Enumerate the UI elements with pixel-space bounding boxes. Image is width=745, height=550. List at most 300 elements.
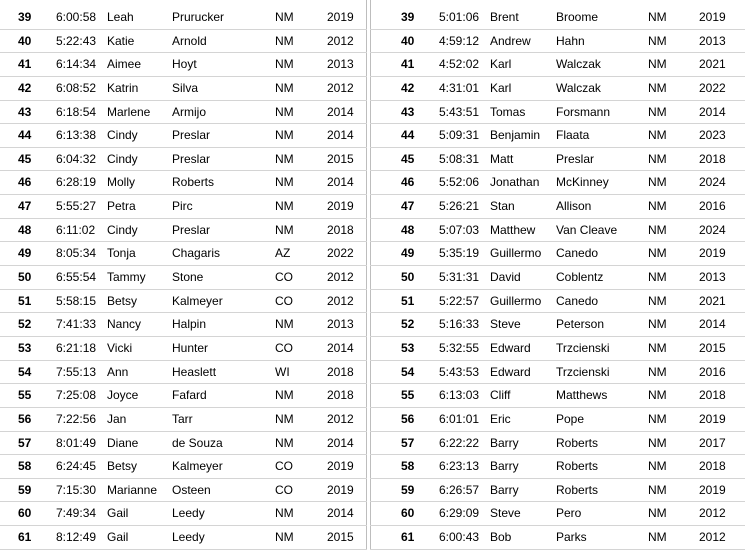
finish-time: 5:43:51 [439, 104, 480, 119]
finish-time: 6:11:02 [56, 222, 96, 237]
table-row [370, 502, 745, 526]
last-name: Roberts [172, 175, 215, 190]
rank-number: 57 [18, 435, 32, 450]
table-row [370, 479, 745, 503]
state-code: NM [275, 57, 294, 72]
finish-time: 7:25:08 [56, 388, 97, 403]
race-year: 2015 [327, 530, 354, 545]
last-name: Preslar [172, 128, 211, 143]
first-name: Gail [107, 506, 129, 521]
state-code: NM [648, 246, 667, 261]
race-year: 2014 [327, 128, 354, 143]
last-name: Roberts [556, 435, 599, 450]
table-row [0, 432, 367, 456]
first-name: Tomas [490, 104, 526, 119]
finish-time: 5:22:57 [439, 293, 480, 308]
first-name: Karl [490, 80, 512, 95]
race-year: 2012 [699, 530, 726, 545]
rank-number: 42 [401, 80, 415, 95]
race-year: 2019 [327, 10, 354, 24]
race-year: 2019 [327, 459, 354, 474]
last-name: Osteen [172, 482, 211, 497]
last-name: Flaata [556, 128, 590, 143]
finish-time: 6:28:19 [56, 175, 97, 190]
race-year: 2014 [327, 104, 354, 119]
rank-number: 57 [401, 435, 415, 450]
rank-number: 53 [18, 340, 32, 355]
table-row [0, 124, 367, 148]
rank-number: 47 [401, 199, 415, 214]
table-row [370, 101, 745, 125]
state-code: AZ [275, 246, 291, 261]
first-name: Molly [107, 175, 136, 190]
rank-number: 44 [18, 128, 32, 143]
finish-time: 5:16:33 [439, 317, 480, 332]
table-row [0, 148, 367, 172]
table-row [0, 526, 367, 550]
state-code: NM [648, 411, 667, 426]
rank-number: 44 [401, 128, 415, 143]
rank-number: 58 [18, 459, 32, 474]
table-row [0, 455, 367, 479]
last-name: Walczak [556, 80, 601, 95]
first-name: Ann [107, 364, 129, 379]
first-name: Vicki [107, 340, 133, 355]
race-year: 2024 [699, 175, 726, 190]
rank-number: 61 [18, 530, 32, 545]
last-name: Broome [556, 10, 599, 24]
rank-number: 60 [401, 506, 415, 521]
state-code: NM [275, 175, 294, 190]
last-name: Van Cleave [556, 222, 618, 237]
finish-time: 6:13:38 [56, 128, 97, 143]
finish-time: 5:55:27 [56, 199, 97, 214]
finish-time: 8:12:49 [56, 530, 97, 545]
state-code: NM [648, 459, 667, 474]
finish-time: 6:08:52 [56, 80, 97, 95]
table-row [0, 290, 367, 314]
last-name: Fafard [172, 388, 207, 403]
first-name: Edward [490, 364, 531, 379]
finish-time: 6:21:18 [56, 340, 97, 355]
state-code: NM [648, 175, 667, 190]
state-code: NM [648, 317, 667, 332]
state-code: NM [648, 199, 667, 214]
table-row [370, 77, 745, 101]
first-name: Cliff [490, 388, 511, 403]
first-name: Jan [107, 411, 127, 426]
first-name: Betsy [107, 293, 138, 308]
table-row [0, 101, 367, 125]
state-code: NM [275, 411, 294, 426]
first-name: Barry [490, 482, 519, 497]
last-name: Roberts [556, 482, 599, 497]
rank-number: 56 [18, 411, 32, 426]
race-year: 2014 [327, 506, 354, 521]
finish-time: 5:09:31 [439, 128, 480, 143]
rank-number: 43 [401, 104, 415, 119]
last-name: Kalmeyer [172, 459, 223, 474]
rank-number: 48 [18, 222, 32, 237]
finish-time: 5:26:21 [439, 199, 480, 214]
state-code: NM [648, 128, 667, 143]
race-year: 2015 [327, 151, 354, 166]
finish-time: 5:35:19 [439, 246, 480, 261]
first-name: Matthew [490, 222, 536, 237]
rank-number: 50 [401, 270, 415, 285]
finish-time: 6:00:43 [439, 530, 480, 545]
state-code: NM [648, 506, 667, 521]
first-name: Brent [490, 10, 519, 24]
last-name: Matthews [556, 388, 608, 403]
table-row [370, 6, 745, 30]
finish-time: 5:32:55 [439, 340, 480, 355]
state-code: NM [275, 435, 294, 450]
first-name: Gail [107, 530, 129, 545]
table-row [0, 6, 367, 30]
first-name: Barry [490, 459, 519, 474]
last-name: Stone [172, 270, 204, 285]
rank-number: 51 [18, 293, 32, 308]
table-row [0, 408, 367, 432]
first-name: Cindy [107, 128, 138, 143]
state-code: NM [648, 57, 667, 72]
last-name: Leedy [172, 506, 205, 521]
race-year: 2016 [699, 199, 726, 214]
race-year: 2012 [327, 293, 354, 308]
table-row [370, 455, 745, 479]
race-year: 2012 [327, 411, 354, 426]
race-year: 2013 [327, 317, 354, 332]
first-name: Cindy [107, 222, 138, 237]
table-row [370, 432, 745, 456]
last-name: Canedo [556, 246, 599, 261]
rank-number: 47 [18, 199, 32, 214]
race-year: 2018 [699, 388, 726, 403]
state-code: NM [648, 340, 667, 355]
last-name: Armijo [172, 104, 207, 119]
first-name: Edward [490, 340, 531, 355]
finish-time: 6:29:09 [439, 506, 480, 521]
last-name: Peterson [556, 317, 605, 332]
table-row [0, 242, 367, 266]
finish-time: 8:05:34 [56, 246, 97, 261]
race-year: 2014 [699, 317, 726, 332]
finish-time: 4:52:02 [439, 57, 480, 72]
last-name: Trzcienski [556, 340, 610, 355]
finish-time: 5:43:53 [439, 364, 480, 379]
first-name: Katie [107, 33, 135, 48]
finish-time: 6:24:45 [56, 459, 97, 474]
table-row [370, 195, 745, 219]
last-name: Canedo [556, 293, 599, 308]
race-year: 2015 [699, 340, 726, 355]
race-year: 2012 [699, 506, 726, 521]
rank-number: 59 [401, 482, 415, 497]
finish-time: 5:22:43 [56, 33, 97, 48]
table-row [370, 408, 745, 432]
race-year: 2018 [699, 459, 726, 474]
rank-number: 60 [18, 506, 32, 521]
rank-number: 41 [18, 57, 32, 72]
state-code: NM [275, 104, 294, 119]
last-name: Kalmeyer [172, 293, 223, 308]
last-name: Preslar [172, 151, 211, 166]
rank-number: 55 [18, 388, 32, 403]
first-name: Marianne [107, 482, 158, 497]
race-year: 2013 [327, 57, 354, 72]
table-row [0, 195, 367, 219]
first-name: Nancy [107, 317, 142, 332]
last-name: Tarr [172, 411, 193, 426]
race-year: 2021 [699, 57, 726, 72]
state-code: NM [275, 10, 294, 24]
race-year: 2014 [327, 435, 354, 450]
last-name: Silva [172, 80, 199, 95]
race-year: 2019 [699, 482, 726, 497]
state-code: CO [275, 293, 293, 308]
rank-number: 49 [401, 246, 415, 261]
state-code: NM [275, 388, 294, 403]
table-row [0, 77, 367, 101]
state-code: NM [648, 270, 667, 285]
rank-number: 41 [401, 57, 415, 72]
first-name: Andrew [490, 33, 531, 48]
state-code: NM [275, 317, 294, 332]
race-year: 2019 [699, 411, 726, 426]
first-name: Betsy [107, 459, 138, 474]
finish-time: 7:55:13 [56, 364, 97, 379]
finish-time: 6:01:01 [439, 411, 480, 426]
state-code: NM [275, 530, 294, 545]
table-row [370, 219, 745, 243]
rank-number: 52 [18, 317, 32, 332]
table-row [370, 124, 745, 148]
rank-number: 58 [401, 459, 415, 474]
rank-number: 39 [401, 10, 415, 24]
race-year: 2021 [699, 293, 726, 308]
last-name: Chagaris [172, 246, 221, 261]
race-year: 2019 [699, 10, 726, 24]
rank-number: 54 [401, 364, 415, 379]
first-name: Leah [107, 10, 134, 24]
finish-time: 5:01:06 [439, 10, 480, 24]
last-name: Pirc [172, 199, 193, 214]
rank-number: 46 [401, 175, 415, 190]
table-row [370, 384, 745, 408]
finish-time: 5:31:31 [439, 270, 480, 285]
first-name: Petra [107, 199, 136, 214]
last-name: Hahn [556, 33, 585, 48]
left-results-table [0, 6, 367, 550]
rank-number: 59 [18, 482, 32, 497]
finish-time: 6:13:03 [439, 388, 480, 403]
table-row [0, 361, 367, 385]
last-name: Preslar [172, 222, 211, 237]
state-code: NM [648, 435, 667, 450]
rank-number: 45 [401, 151, 415, 166]
table-row [370, 337, 745, 361]
table-row [0, 171, 367, 195]
state-code: NM [648, 80, 667, 95]
race-year: 2014 [699, 104, 726, 119]
race-year: 2014 [327, 340, 354, 355]
table-row [0, 313, 367, 337]
rank-number: 46 [18, 175, 32, 190]
rank-number: 50 [18, 270, 32, 285]
finish-time: 6:23:13 [439, 459, 480, 474]
last-name: Halpin [172, 317, 207, 332]
state-code: CO [275, 459, 293, 474]
finish-time: 6:55:54 [56, 270, 97, 285]
last-name: Preslar [556, 151, 595, 166]
last-name: Hoyt [172, 57, 197, 72]
last-name: Arnold [172, 33, 207, 48]
state-code: NM [275, 199, 294, 214]
finish-time: 6:14:34 [56, 57, 97, 72]
table-row [370, 242, 745, 266]
finish-time: 7:15:30 [56, 482, 97, 497]
last-name: McKinney [556, 175, 609, 190]
last-name: Roberts [556, 459, 599, 474]
first-name: Tonja [107, 246, 136, 261]
finish-time: 4:31:01 [439, 80, 480, 95]
first-name: Joyce [107, 388, 139, 403]
table-row [370, 266, 745, 290]
race-year: 2012 [327, 80, 354, 95]
rank-number: 55 [401, 388, 415, 403]
table-row [0, 337, 367, 361]
race-year: 2013 [699, 270, 726, 285]
race-year: 2013 [699, 33, 726, 48]
race-year: 2012 [327, 270, 354, 285]
rank-number: 52 [401, 317, 415, 332]
last-name: Walczak [556, 57, 601, 72]
race-year: 2022 [699, 80, 726, 95]
race-year: 2024 [699, 222, 726, 237]
rank-number: 43 [18, 104, 32, 119]
race-year: 2018 [699, 151, 726, 166]
state-code: CO [275, 482, 293, 497]
rank-number: 49 [18, 246, 32, 261]
last-name: Allison [556, 199, 592, 214]
state-code: NM [275, 128, 294, 143]
state-code: NM [648, 364, 667, 379]
finish-time: 5:58:15 [56, 293, 97, 308]
finish-time: 6:04:32 [56, 151, 97, 166]
state-code: NM [275, 33, 294, 48]
rank-number: 39 [18, 10, 32, 24]
first-name: Guillermo [490, 293, 542, 308]
state-code: NM [275, 506, 294, 521]
rank-number: 40 [401, 33, 415, 48]
last-name: Trzcienski [556, 364, 610, 379]
last-name: de Souza [172, 435, 223, 450]
state-code: NM [648, 33, 667, 48]
first-name: Katrin [107, 80, 139, 95]
table-row [0, 266, 367, 290]
state-code: NM [275, 80, 294, 95]
race-year: 2012 [327, 33, 354, 48]
first-name: Eric [490, 411, 511, 426]
finish-time: 5:52:06 [439, 175, 480, 190]
race-year: 2018 [327, 388, 354, 403]
finish-time: 5:08:31 [439, 151, 480, 166]
first-name: Barry [490, 435, 519, 450]
state-code: NM [648, 530, 667, 545]
finish-time: 5:07:03 [439, 222, 480, 237]
last-name: Parks [556, 530, 587, 545]
state-code: NM [648, 388, 667, 403]
last-name: Leedy [172, 530, 205, 545]
rank-number: 54 [18, 364, 32, 379]
table-row [370, 526, 745, 550]
race-year: 2019 [327, 199, 354, 214]
state-code: WI [275, 364, 290, 379]
rank-number: 42 [18, 80, 32, 95]
rank-number: 48 [401, 222, 415, 237]
first-name: Steve [490, 506, 521, 521]
finish-time: 6:18:54 [56, 104, 97, 119]
first-name: Jonathan [490, 175, 540, 190]
table-row [0, 30, 367, 54]
race-year: 2018 [327, 364, 354, 379]
rank-number: 40 [18, 33, 32, 48]
first-name: Marlene [107, 104, 151, 119]
finish-time: 6:22:22 [439, 435, 480, 450]
state-code: NM [648, 10, 667, 24]
state-code: NM [648, 151, 667, 166]
first-name: Cindy [107, 151, 138, 166]
state-code: NM [648, 482, 667, 497]
last-name: Prurucker [172, 10, 225, 24]
table-row [0, 384, 367, 408]
last-name: Hunter [172, 340, 209, 355]
last-name: Pero [556, 506, 582, 521]
table-row [370, 171, 745, 195]
table-row [370, 53, 745, 77]
finish-time: 7:22:56 [56, 411, 97, 426]
table-row [0, 53, 367, 77]
finish-time: 4:59:12 [439, 33, 480, 48]
table-row [370, 30, 745, 54]
last-name: Forsmann [556, 104, 611, 119]
rank-number: 45 [18, 151, 32, 166]
state-code: NM [275, 151, 294, 166]
finish-time: 8:01:49 [56, 435, 97, 450]
last-name: Pope [556, 411, 585, 426]
finish-time: 7:49:34 [56, 506, 97, 521]
race-year: 2022 [327, 246, 354, 261]
table-row [370, 313, 745, 337]
finish-time: 6:00:58 [56, 10, 97, 24]
state-code: CO [275, 270, 293, 285]
first-name: Steve [490, 317, 521, 332]
first-name: Diane [107, 435, 139, 450]
first-name: Bob [490, 530, 512, 545]
table-row [370, 148, 745, 172]
rank-number: 61 [401, 530, 415, 545]
race-year: 2014 [327, 175, 354, 190]
finish-time: 7:41:33 [56, 317, 97, 332]
finish-time: 6:26:57 [439, 482, 480, 497]
race-year: 2017 [699, 435, 726, 450]
rank-number: 51 [401, 293, 415, 308]
table-row [370, 290, 745, 314]
state-code: NM [648, 293, 667, 308]
state-code: NM [648, 222, 667, 237]
table-row [0, 219, 367, 243]
